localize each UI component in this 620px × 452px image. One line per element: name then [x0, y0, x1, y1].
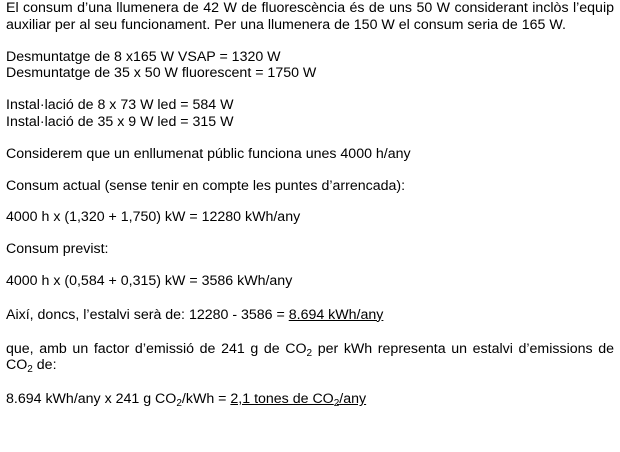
final-calc-text-1: 8.694 kWh/any x 241 g CO [6, 391, 177, 408]
installation-list [6, 97, 614, 131]
emissions-paragraph [6, 341, 614, 375]
final-calculation [6, 391, 614, 408]
emissions-text-2: per kWh representa un estalvi d’emissions de CO [6, 340, 614, 374]
co2-subscript: 2 [176, 398, 182, 410]
emissions-text-3: de: [32, 357, 57, 374]
emissions-text-1: que, amb un factor d’emissió de 241 g de CO [6, 340, 307, 357]
current-consumption-label: Consum actual (sense tenir en compte les puntes d’arrencada): [6, 177, 406, 194]
co2-subscript: 2 [27, 364, 33, 376]
planned-consumption-label: Consum previst: [6, 241, 109, 258]
planned-consumption-calc: 4000 h x (0,584 + 0,315) kW = 3586 kWh/any [6, 272, 293, 289]
savings-result: 8.694 kWh/any [288, 306, 384, 323]
dismantling-line: Desmuntatge de 35 x 50 W fluorescent = 1750 W [6, 65, 317, 82]
current-consumption-calc: 4000 h x (1,320 + 1,750) kW = 12280 kWh/any [6, 209, 301, 226]
co2-subscript: 2 [333, 398, 340, 410]
co2-subscript: 2 [306, 347, 313, 359]
dismantling-line: Desmuntatge de 8 x165 W VSAP = 1320 W [6, 48, 281, 65]
dismantling-list [6, 49, 614, 83]
savings-statement [6, 307, 614, 324]
installation-line: Instal·lació de 8 x 73 W led = 584 W [6, 97, 234, 114]
final-calc-result [230, 391, 367, 410]
document-body [6, 0, 614, 408]
operating-hours-text: Considerem que un enllumenat públic funciona unes 4000 h/any [6, 145, 411, 162]
installation-line: Instal·lació de 35 x 9 W led = 315 W [6, 113, 234, 130]
intro-paragraph: El consum d’una llumenera de 42 W de fluorescència és de uns 50 W considerant inclòs l’equip auxiliar per al seu funcionament. Per una llumenera de 150 W el consum seria de 165 W. [6, 0, 614, 33]
final-result-text-2: /any [339, 391, 367, 408]
final-calc-text-2: /kWh = [181, 391, 231, 408]
final-result-text-1: 2,1 tones de CO [230, 391, 334, 408]
savings-prefix: Així, doncs, l’estalvi serà de: 12280 - 3586 = [6, 306, 289, 323]
